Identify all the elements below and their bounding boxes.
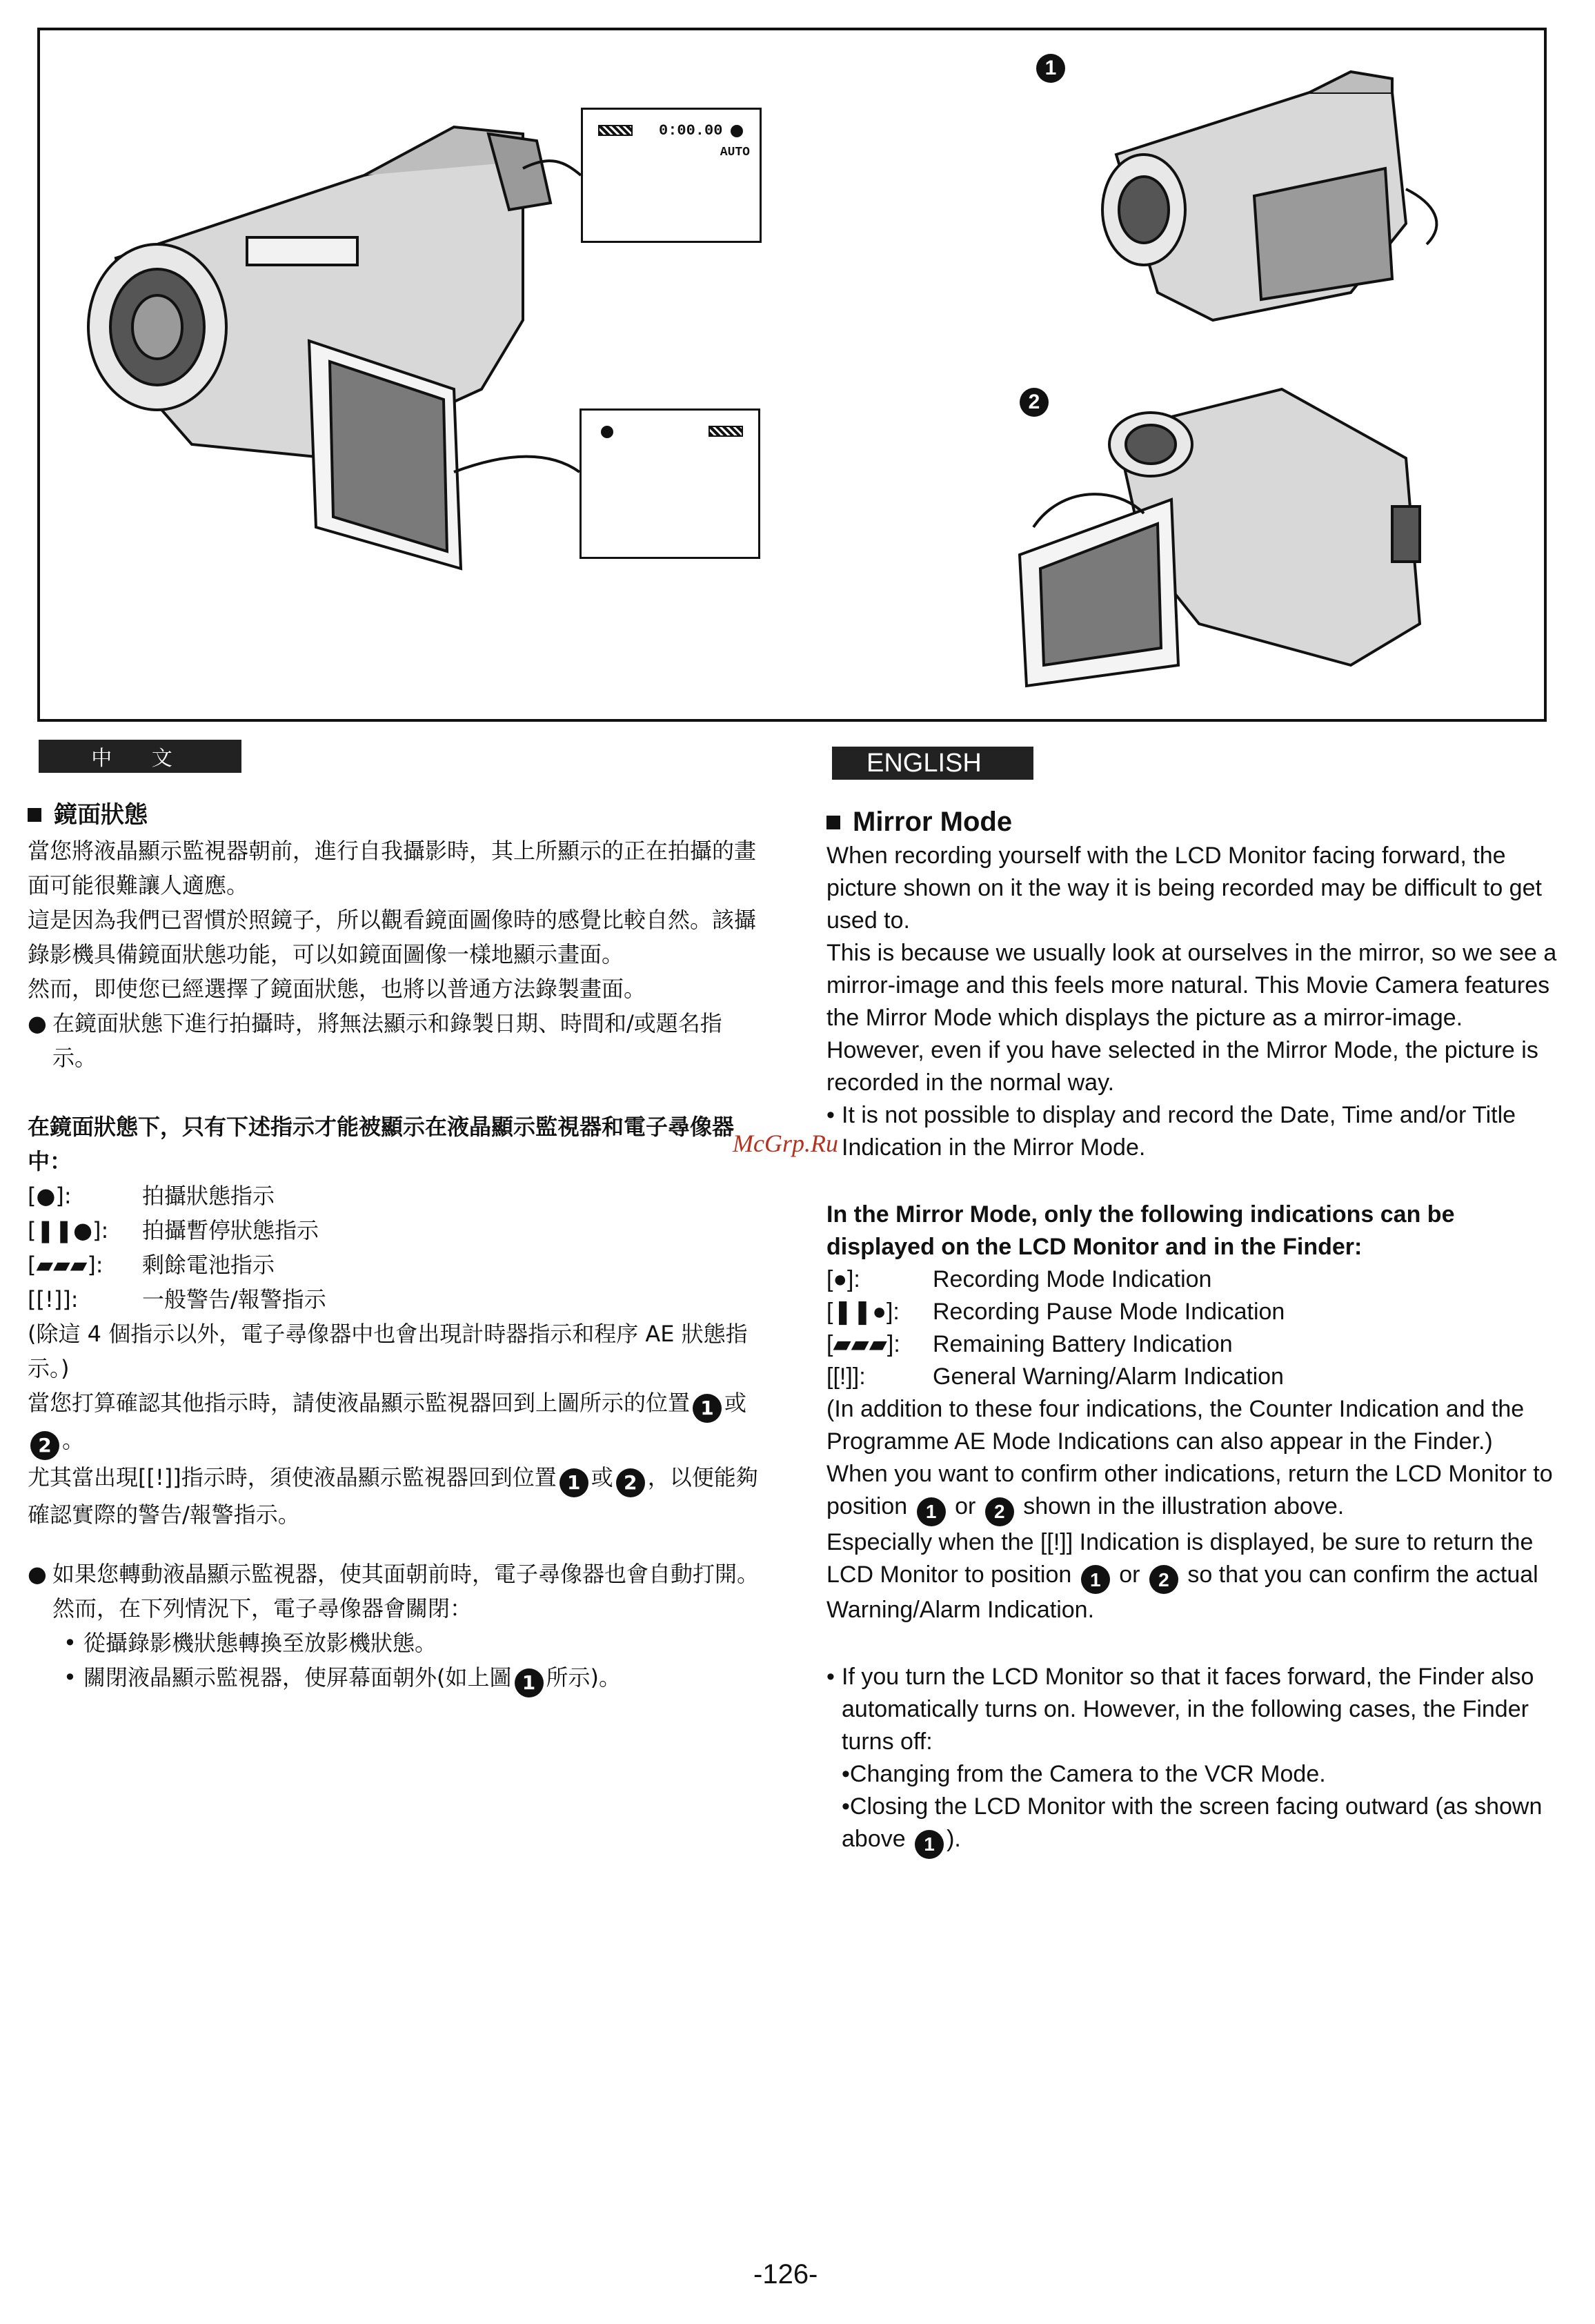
number-2-icon: 2 bbox=[616, 1468, 645, 1497]
number-1-icon: 1 bbox=[1081, 1565, 1110, 1594]
bold-paragraph: 在鏡面狀態下，只有下述指示才能被顯示在液晶顯示監視器和電子尋像器中： bbox=[28, 1114, 735, 1174]
osd-screen-normal bbox=[581, 108, 762, 243]
indication-row: [●]: 拍攝狀態指示 bbox=[28, 1183, 275, 1209]
indication-row: [●]: Recording Mode Indication bbox=[826, 1266, 1212, 1292]
indication-row: [❚❚●]: Recording Pause Mode Indication bbox=[826, 1299, 1285, 1325]
indication-row: [▰▰▰]: Remaining Battery Indication bbox=[826, 1331, 1233, 1357]
section-title: Mirror Mode bbox=[826, 806, 1558, 838]
paragraph: However, even if you have selected in the Mirror Mode, the picture is recorded in the normal way. bbox=[826, 1037, 1538, 1096]
chinese-column bbox=[28, 798, 759, 1697]
indication-row: [[!]]: 一般警告/報警指示 bbox=[28, 1286, 326, 1312]
bullet-item: • It is not possible to display and record the Date, Time and/or Title Indication in the Mirror Mode. bbox=[826, 1102, 1516, 1161]
page-number: -126- bbox=[753, 2259, 818, 2289]
watermark: McGrp.Ru bbox=[733, 1130, 838, 1157]
section-title: 鏡面狀態 bbox=[28, 798, 759, 832]
illustration-frame bbox=[37, 28, 1547, 722]
bold-paragraph: In the Mirror Mode, only the following indications can be displayed on the LCD Monitor and in the Finder: bbox=[826, 1201, 1455, 1260]
indication-row: [▰▰▰]: 剩餘電池指示 bbox=[28, 1252, 275, 1278]
bullet-item: • If you turn the LCD Monitor so that it faces forward, the Finder also automatically turns on. However, in the following cases, the Finder turns off: bbox=[826, 1664, 1534, 1755]
note: (除這 4 個指示以外，電子尋像器中也會出現計時器指示和程序 AE 狀態指示。) bbox=[28, 1321, 748, 1381]
square-bullet-icon bbox=[826, 816, 840, 829]
number-2-icon: 2 bbox=[30, 1431, 59, 1460]
number-1-icon: 1 bbox=[915, 1830, 944, 1859]
paragraph: When recording yourself with the LCD Monitor facing forward, the picture shown on it the way it is being recorded may be difficult to get used to. bbox=[826, 843, 1542, 934]
osd-counter: 0:00.00 bbox=[659, 122, 723, 139]
sub-item: •Closing the LCD Monitor with the screen facing outward (as shown above 1 ). bbox=[826, 1791, 1558, 1859]
paragraph: 尤其當出現[[!]]指示時，須使液晶顯示監視器回到位置 1 或 2 ，以便能夠確認實際的警告/報警指示。 bbox=[28, 1464, 758, 1528]
record-icon bbox=[601, 426, 613, 438]
indication-row: [❚❚●]: 拍攝暫停狀態指示 bbox=[28, 1217, 319, 1243]
battery-icon bbox=[709, 426, 743, 437]
number-2-icon: 2 bbox=[1149, 1565, 1178, 1594]
note: (In addition to these four indications, the Counter Indication and the Programme AE Mode Indications can also appear in the Finder.) bbox=[826, 1396, 1525, 1455]
paragraph: 當您將液晶顯示監視器朝前，進行自我攝影時，其上所顯示的正在拍攝的畫面可能很難讓人適應。 bbox=[28, 838, 757, 898]
number-2-icon: 2 bbox=[985, 1497, 1014, 1526]
english-column bbox=[826, 806, 1558, 1859]
record-icon bbox=[731, 125, 743, 137]
english-header: ENGLISH bbox=[832, 747, 1033, 780]
sub-item: • 從攝錄影機狀態轉換至放影機狀態。 bbox=[63, 1630, 437, 1656]
number-1-icon: 1 bbox=[693, 1394, 722, 1423]
camcorder-illustration bbox=[40, 30, 1544, 719]
bullet-item: ● 如果您轉動液晶顯示監視器，使其面朝前時，電子尋像器也會自動打開。然而，在下列情況下，電子尋像器會關閉： bbox=[28, 1561, 760, 1622]
paragraph: This is because we usually look at ourselves in the mirror, so we see a mirror-image and this feels more natural. This Movie Camera features the Mirror Mode which displays the picture as a mirror-image. bbox=[826, 940, 1557, 1031]
paragraph: 然而，即使您已經選擇了鏡面狀態，也將以普通方法錄製畫面。 bbox=[28, 976, 646, 1002]
sub-item: •Changing from the Camera to the VCR Mode. bbox=[842, 1761, 1326, 1787]
paragraph: Especially when the [[!]] Indication is displayed, be sure to return the LCD Monitor to position 1 or 2 so that you can confirm the actual Warning/Alarm Indication. bbox=[826, 1528, 1538, 1623]
callout-number-2: 2 bbox=[1020, 388, 1049, 417]
chinese-header: 中 文 bbox=[39, 740, 241, 773]
indication-row: [[!]]: General Warning/Alarm Indication bbox=[826, 1363, 1284, 1390]
osd-auto-mode: AUTO bbox=[720, 146, 750, 159]
sub-item: • 關閉液晶顯示監視器，使屏幕面朝外(如上圖 1 所示)。 bbox=[28, 1660, 759, 1697]
osd-screen-mirror bbox=[579, 408, 760, 559]
paragraph: 這是因為我們已習慣於照鏡子，所以觀看鏡面圖像時的感覺比較自然。該攝錄影機具備鏡面狀態功能，可以如鏡面圖像一樣地顯示畫面。 bbox=[28, 907, 757, 967]
number-1-icon: 1 bbox=[515, 1668, 544, 1697]
callout-number-1: 1 bbox=[1036, 54, 1065, 83]
number-1-icon: 1 bbox=[559, 1468, 588, 1497]
paragraph: 當您打算確認其他指示時，請使液晶顯示監視器回到上圖所示的位置 1 或2 。 bbox=[28, 1386, 759, 1460]
number-1-icon: 1 bbox=[917, 1497, 946, 1526]
paragraph: When you want to confirm other indications, return the LCD Monitor to position 1 or 2 shown in the illustration above. bbox=[826, 1458, 1558, 1526]
bullet-item: ● 在鏡面狀態下進行拍攝時，將無法顯示和錄製日期、時間和/或題名指示。 bbox=[28, 1010, 722, 1071]
battery-icon bbox=[598, 125, 633, 136]
square-bullet-icon bbox=[28, 808, 41, 822]
